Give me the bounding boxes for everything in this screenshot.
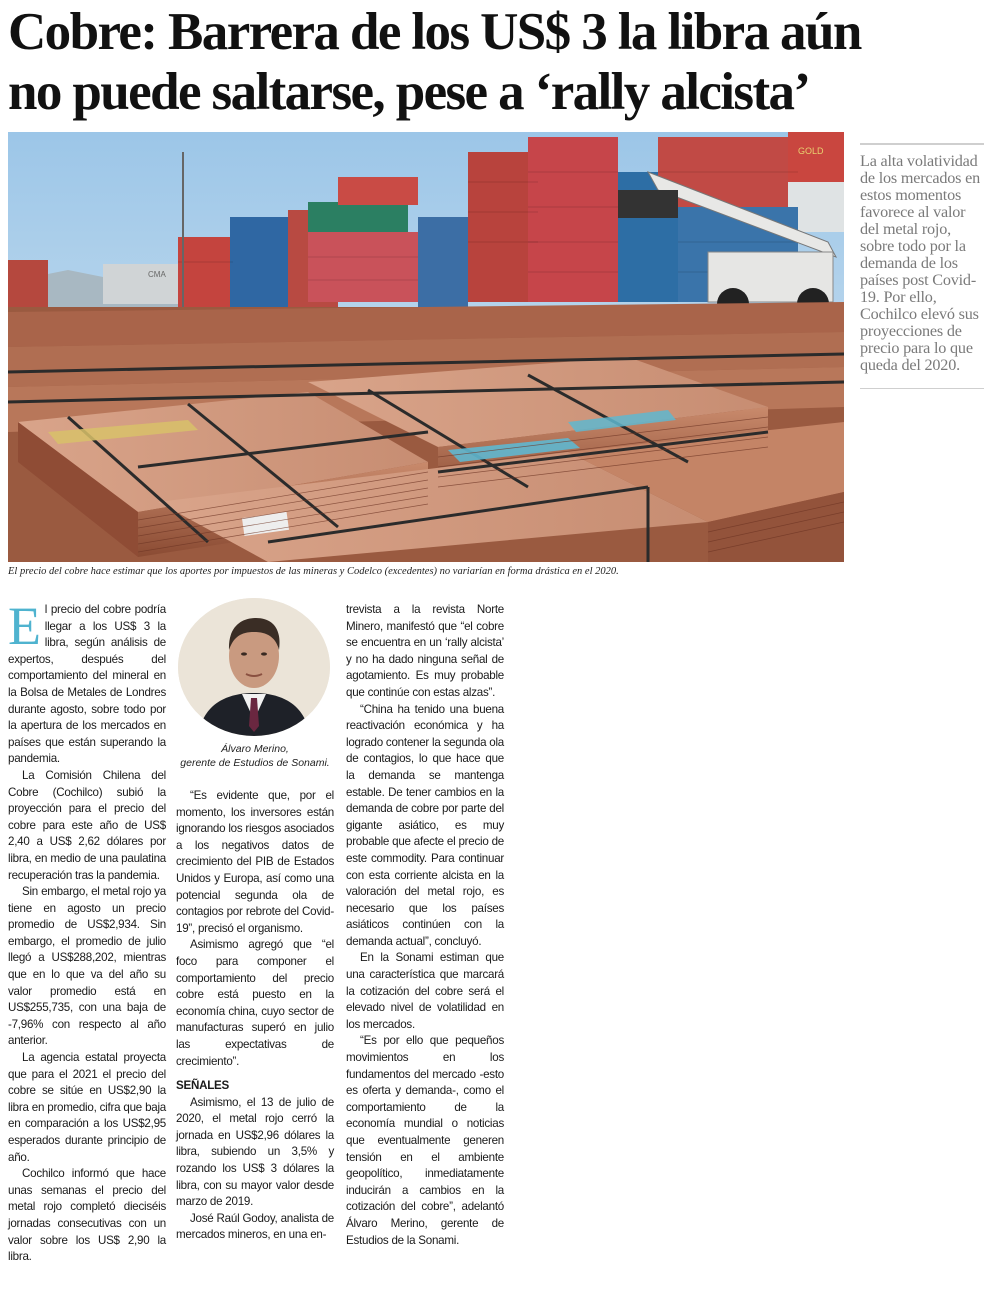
paragraph xyxy=(8,596,166,768)
container-label-cma: CMA xyxy=(148,270,166,279)
portrait-caption xyxy=(176,742,334,770)
sidebar-text: La alta volatividad de los mercados en estos momentos favorece al valor del metal rojo, sobre todo por la demanda de los países post Covid-19. Por ello, Cochilco elevó sus proyecciones de precio para lo que queda del 2020. xyxy=(860,152,981,374)
headline-line-2: no puede saltarse, pese a ‘rally alcista’ xyxy=(8,63,810,121)
paragraph: Asimismo agregó que “el foco para componer el comportamiento del precio cobre está puesto en la economía china, cuyo sector de manufacturas superó en julio las expectativas de crecimiento”. xyxy=(176,938,334,1068)
paragraph: Sin embargo, el metal rojo ya tiene en agosto un precio promedio de US$2,934. Sin embargo, el promedio de julio llegó a US$288,202, mientras que en lo que va del año su valor promedio está en US$255,735, con una baja de -7,96% con respecto al año anterior. xyxy=(8,885,166,1048)
portrait-name: Álvaro Merino, xyxy=(221,743,289,755)
paragraph: La agencia estatal proyecta que para el 2021 el precio del cobre se sitúe en US$2,90 la libra en promedio, cifra que baja en comparación a los US$2,95 esperados durante principio de año. xyxy=(8,1051,166,1164)
portrait-role: gerente de Estudios de Sonami. xyxy=(180,757,330,769)
paragraph: Cochilco informó que hace unas semanas el precio del metal rojo completó dieciséis jornadas consecutivas con un valor sobre los US$ 2,90 la libra. xyxy=(8,1167,166,1264)
sidebar-pull-quote xyxy=(860,143,984,389)
paragraph: La Comisión Chilena del Cobre (Cochilco) subió la proyección para el precio del cobre para este año de US$ 2,40 a US$ 2,62 dólares por libra, en medio de una paulatina recuperación tras la pandemia. xyxy=(8,768,166,882)
drop-cap: E xyxy=(8,596,41,656)
paragraph-text: l precio del cobre podría llegar a los US$ 3 la libra, según análisis de expertos, después del comportamiento del mineral en la Bolsa de Metales de Londres durante agosto, sobre todo por la apertura de los mercados en países que están superando la pandemia. xyxy=(8,603,166,766)
container-label-gold: GOLD xyxy=(798,146,824,156)
copper-cathodes-photo xyxy=(8,132,844,562)
headline-line-1: Cobre: Barrera de los US$ 3 la libra aún xyxy=(8,3,861,61)
paragraph: trevista a la revista Norte Minero, manifestó que “el cobre se encuentra en un ‘rally alcista’ y no ha dado ninguna señal de agotamiento. Es muy probable que continúe con estas alzas”. xyxy=(346,603,504,699)
paragraph: “Es evidente que, por el momento, los inversores están ignorando los riesgos asociados a los negativos datos de crecimiento del PIB de Estados Unidos y Europa, así como una potencial segunda ola de contagios por rebrote del Covid-19”, precisó el organismo. xyxy=(176,789,334,935)
sidebar-divider xyxy=(860,388,984,389)
article-column-3 xyxy=(346,602,504,1249)
paragraph: “Es por ello que pequeños movimientos en los fundamentos del mercado -esto es oferta y demanda-, como el comportamiento de la economía mundial o noticias que eventualmente generen tensión en el ambiente geopolítico, inmediatamente inducirán a cambios en la cotización del cobre”, adelantó Álvaro Merino, gerente de Estudios de la Sonami. xyxy=(346,1034,504,1247)
paragraph: En la Sonami estiman que una característica que marcará la cotización del cobre será el elevado nivel de volatilidad en los mercados. xyxy=(346,951,504,1031)
photo-caption: El precio del cobre hace estimar que los aportes por impuestos de las mineras y Codelco (excedentes) no variarían en forma drástica en el 2020. xyxy=(8,566,619,577)
copper-cathodes-port-photo-icon xyxy=(8,132,844,562)
article-column-1 xyxy=(8,596,166,1266)
article-column-2 xyxy=(176,788,334,1244)
paragraph: Asimismo, el 13 de julio de 2020, el metal rojo cerró la jornada en US$2,96 dólares la libra, subiendo un 3,5% y rozando los US$ 3 dólares la libra, con su mayor valor desde marzo de 2019. xyxy=(176,1095,334,1209)
paragraph: “China ha tenido una buena reactivación económica y ha logrado contener la segunda ola de contagios, lo que hace que la demanda se mantenga estable. De tener cambios en la demanda de cobre por parte del gigante asiático, es muy probable que afecte el precio de este commodity. Para continuar con esta corriente alcista en la valoración del metal rojo, es necesario que los países asiáticos continúen con la demanda actual”, concluyó. xyxy=(346,702,504,948)
headline xyxy=(8,2,908,122)
paragraph: José Raúl Godoy, analista de mercados mineros, en una en- xyxy=(176,1211,334,1242)
portrait-photo xyxy=(178,598,330,736)
section-subhead: SEÑALES xyxy=(176,1079,230,1093)
person-portrait-icon xyxy=(178,598,330,736)
